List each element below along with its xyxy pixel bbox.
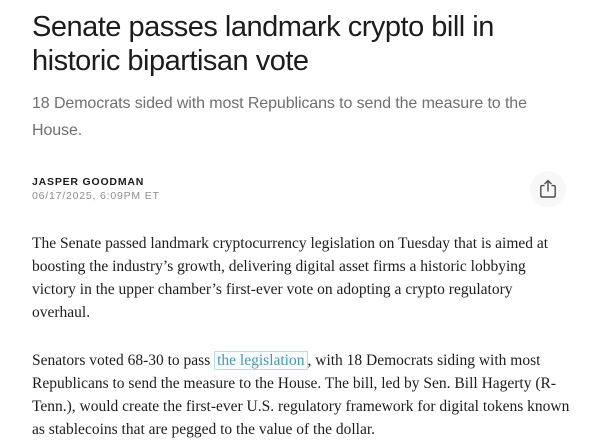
paragraph-text: , with 18 Democrats siding with most Republicans to send the measure to the House. The bill, led by Sen. Bill Hagerty (R-Tenn.), would create the first-ever U.S. regulatory framework for digital tokens known as stablecoins that are pegged to the value of the dollar. — [32, 352, 570, 438]
byline-block — [32, 177, 160, 202]
legislation-link[interactable]: the legislation — [214, 351, 307, 370]
share-button[interactable] — [530, 171, 566, 207]
byline-author[interactable]: JASPER GOODMAN — [32, 175, 145, 188]
article-headline: Senate passes landmark crypto bill in historic bipartisan vote — [32, 11, 494, 77]
share-icon — [539, 179, 557, 199]
byline-row — [32, 171, 570, 207]
paragraph-text: Senators voted 68-30 to pass — [32, 352, 215, 369]
article-paragraph: The Senate passed landmark cryptocurrency legislation on Tuesday that is aimed at boosting the industry’s growth, delivering digital asset firms a historic lobbying victory in the upper chamber’s first-ever vote on adopting a crypto regulatory overhaul. — [32, 235, 549, 321]
byline-date: 06/17/2025, 6:09PM ET — [32, 190, 160, 202]
article-subhead: 18 Democrats sided with most Republicans to send the measure to the House. — [32, 95, 527, 139]
article-body — [32, 232, 570, 441]
article-paragraph — [32, 349, 570, 441]
